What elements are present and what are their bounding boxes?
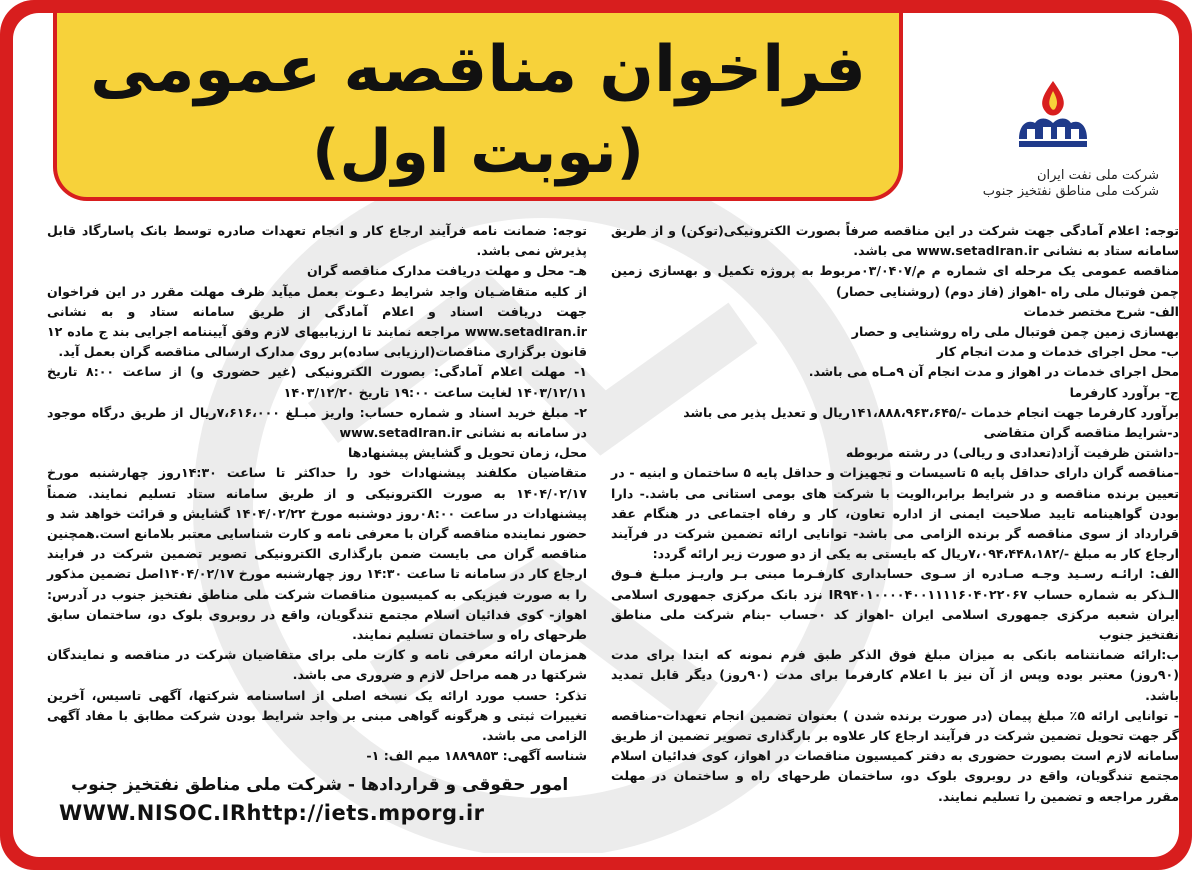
right-paragraph: -داشتن ظرفیت آزاد(تعدادی و ریالی) در رشته مربوطه	[845, 445, 1179, 461]
left-paragraph: محل، زمان تحویل و گشایش پیشنهادها	[347, 445, 587, 461]
nioc-logo-icon	[1013, 77, 1093, 157]
right-paragraph: برآورد کارفرما جهت انجام خدمات -/۱۴۱،۸۸۸،۹۶۳،۶۴۵ریال و تعدیل پذیر می باشد	[683, 404, 1179, 420]
left-paragraph: تذکر: حسب مورد ارائه یک نسخه اصلی از اساسنامه شرکتها، آگهی تاسیس، آخرین تغییرات ثبتی و هرگونه گواهی مبنی بر واجد شرایط بودن شرکت مطابق با مفاد آگهی الزامی می باشد.	[47, 687, 587, 744]
left-column	[47, 221, 587, 766]
left-paragraph: ۱- مهلت اعلام آمادگی: بصورت الکترونیکی (غیر حضوری و) از ساعت ۸:۰۰ تاریخ ۱۴۰۳/۱۲/۱۱ لغایت ساعت ۱۹:۰۰ تاریخ ۱۴۰۳/۱۲/۲۰	[47, 364, 587, 400]
right-paragraph: ب- محل اجرای خدمات و مدت انجام کار	[936, 344, 1179, 360]
left-paragraph: همزمان ارائه معرفی نامه و کارت ملی برای متقاضیان شرکت در مناقصه و نمایندگان شرکتها در همه مراحل لازم و ضروری می باشد.	[47, 647, 587, 683]
right-paragraph: -مناقصه گران دارای حداقل پایه ۵ تاسیسات و تجهیزات و حداقل پایه ۵ ساختمان و ابنیه - در تعیین برنده مناقصه و در شرایط برابر،الویت با شرکت های بومی استانی می باشد.- دارا بودن گواهینامه تایید صلاحیت ایمنی از اداره تعاون، کار و رفاه اجتماعی در هنگام عقد قرارداد از سوی مناقصه گر برنده الزامی می باشد- توانایی ارائه تضمین شرکت در فرآیند ارجاع کار به مبلغ -/۷،۰۹۴،۴۴۸،۱۸۲ریال که بایستی به یکی از دو صورت زیر ارائه گردد:	[611, 465, 1179, 562]
page-title: فراخوان مناقصه عمومی	[90, 33, 866, 107]
company-block	[919, 168, 1159, 200]
right-paragraph: محل اجرای خدمات در اهواز و مدت انجام آن ۹مـاه می باشد.	[808, 364, 1179, 380]
right-paragraph: الف- شرح مختصر خدمات	[1023, 303, 1179, 319]
left-paragraph: شناسه آگهی: ۱۸۸۹۸۵۳ میم الف: ۱-	[366, 748, 587, 764]
right-paragraph: - توانایی ارائه ۵٪ مبلغ پیمان (در صورت برنده شدن ) بعنوان تضمین انجام تعهدات-مناقصه گر جهت تحویل تضمین شرکت در فرآیند ارجاع کار علاوه بر بارگذاری تصویر تضمین از طریق سامانه لازم است بصورت حضوری به دفتر کمیسیون مناقصات در اهواز، کوی فدائیان اسلام مجتمع تندگویان، واقع در روبروی بلوک دو، ساختمان طرحهای راه و ساختمان در مهلت مقرر مراجعه و تضمین را تسلیم نمایند.	[611, 707, 1179, 804]
company-subsidiary: شرکت ملی مناطق نفتخیز جنوب	[982, 184, 1159, 199]
left-paragraph: توجه: ضمانت نامه فرآیند ارجاع کار و انجام تعهدات صادره توسط بانک پاسارگاد قابل پذیرش نمی باشد.	[47, 223, 587, 259]
left-paragraph: ۲- مبلغ خرید اسناد و شماره حساب: واریز مبـلغ ۷،۶۱۶،۰۰۰ریال از طریق درگاه موجود در سامانه به نشانی www.setadIran.ir	[47, 404, 587, 441]
footer-org: امور حقوقی و قراردادها - شرکت ملی مناطق نفتخیز جنوب	[71, 775, 569, 795]
page-subtitle: (نوبت اول)	[312, 117, 644, 187]
right-paragraph: ب:ارائه ضمانتنامه بانکی به میزان مبلغ فوق الذکر طبق فرم نمونه که ابتدا برای مدت (۹۰روز) معتبر بوده وپس از آن نیز با اعلام کارفرما برای مدت (۹۰روز) دیگر قابل تمدید باشد.	[611, 647, 1179, 703]
left-paragraph: هـ- محل و مهلت دریافت مدارک مناقصه گران	[307, 263, 587, 279]
left-paragraph: از کلیه متقاضـیان واجد شرایط دعـوت بعمل میآید ظرف مهلت مقرر در این فراخوان جهت دریافت اسناد و اعلام آمادگی از طریق سامانه ستاد و به نشانی www.setadIran.ir مراجعه نمایند تا ارزیابیهای لازم وفق آییننامه اجرایی بند ج ماده ۱۲ قانون برگزاری مناقصات(ارزیابی ساده)بر روی مدارک ارسالی مناقصه گران بعمل آید.	[47, 283, 587, 360]
right-paragraph: ج- برآورد کارفرما	[1069, 384, 1179, 400]
left-paragraph: متقاضیان مکلفند پیشنهادات خود را حداکثر تا ساعت ۱۴:۳۰روز چهارشنبه مورخ ۱۴۰۴/۰۲/۱۷ به صورت الکترونیکی و از طریق سامانه ستاد تسلیم نمایند. ضمناً پیشنهادات در ساعت ۰۸:۰۰روز دوشنبه مورخ ۱۴۰۴/۰۲/۲۲ گشایش و قرائت خواهد شد و حضور نماینده مناقصه گران با معرفی نامه و کارت شناسایی معتبر بلامانع است.همچنین مناقصه گران می بایست ضمن بارگذاری الکترونیکی تصویر تضمین شرکت در فرایند ارجاع کار در سامانه تا ساعت ۱۴:۳۰ روز چهارشنبه مورخ ۱۴۰۴/۰۲/۱۷اصل تضمین مذکور را به صورت فیزیکی به کمیسیون مناقصات شرکت ملی مناطق نفتخیز جنوب در آدرس: اهواز- کوی فدائیان اسلام مجتمع تندگویان، واقع در روبروی بلوک دو، ساختمان سابق طرحهای راه و ساختمان تسلیم نمایند.	[47, 465, 588, 643]
right-paragraph: مناقصه عمومی یک مرحله ای شماره م م/۰۳/۰۴۰۷مربوط به پروژه تکمیل و بهسازی زمین چمن فوتبال ملی راه -اهواز (فاز دوم) (روشنایی حصار)	[611, 263, 1179, 299]
notice-body	[13, 13, 1179, 857]
title-banner	[53, 13, 903, 201]
company-name: شرکت ملی نفت ایران	[1036, 168, 1159, 183]
right-paragraph: د-شرایط مناقصه گران متقاضی	[983, 425, 1179, 441]
right-paragraph: توجه: اعلام آمادگی جهت شرکت در این مناقصه صرفاً بصورت الکترونیکی(توکن) و از طریق سامانه ستاد به نشانی www.setadIran.ir می باشد.	[611, 223, 1179, 259]
right-column	[611, 221, 1179, 807]
right-paragraph: الف: ارائـه رسـید وجـه صـادره از سـوی حسابداری کارفـرما مبنی بـر واریـز مبلـغ فـوق الـذکر به شماره حساب IR۹۴۰۱۰۰۰۰۴۰۰۱۱۱۱۶۰۴۰۲۲۰۶۷ نزد بانک مرکزی جمهوری اسلامی ایران شعبه مرکزی جمهوری اسلامی ایران -اهواز کد ۰حساب -بنام شرکت ملی مناطق نفتخیز جنوب	[611, 566, 1179, 643]
footer	[59, 775, 587, 825]
right-paragraph: بهسازی زمین چمن فوتبال ملی راه روشنایی و حصار	[851, 324, 1179, 340]
footer-urls: WWW.NISOC.IRhttp://iets.mporg.ir	[59, 801, 485, 825]
